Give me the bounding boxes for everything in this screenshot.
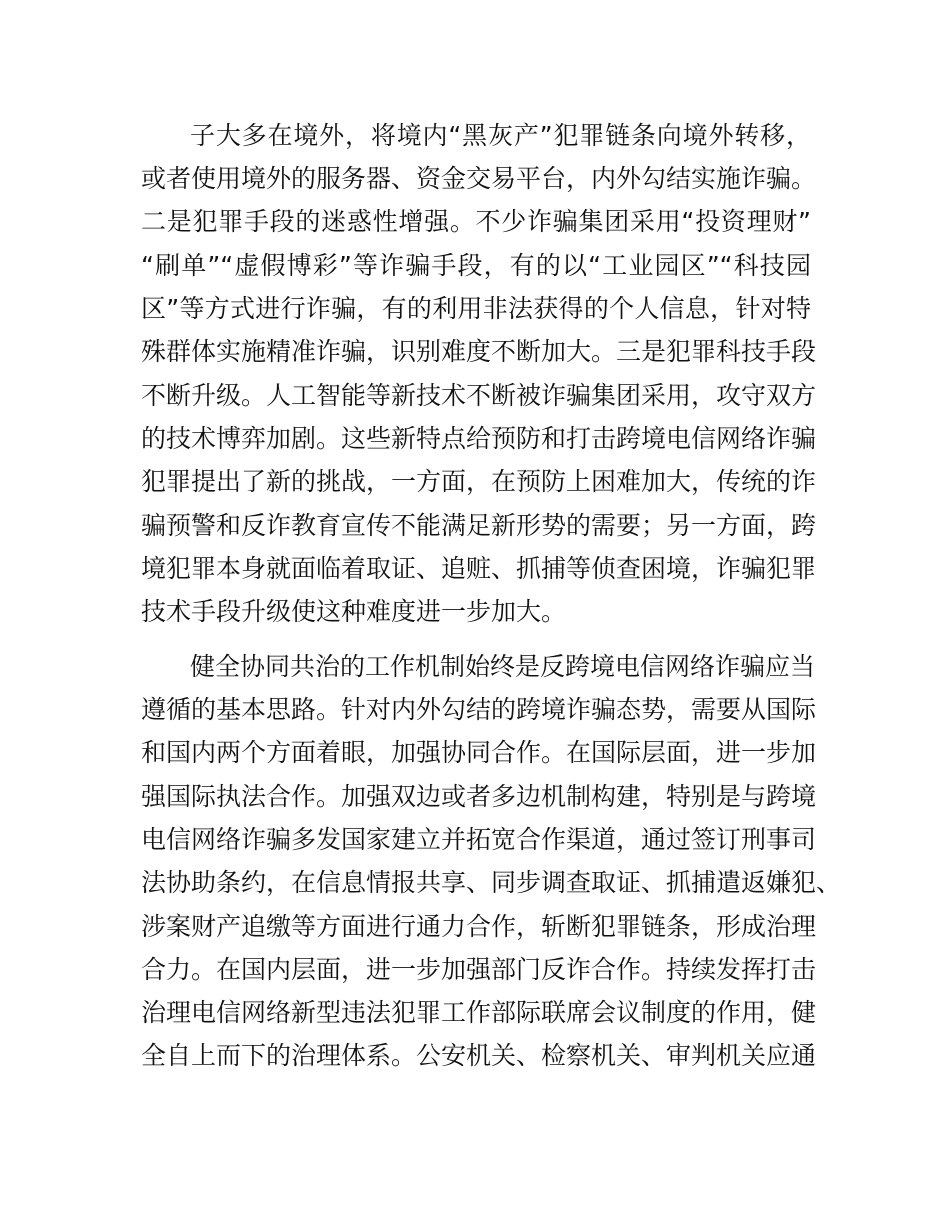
text-line: 电信网络诈骗多发国家建立并拓宽合作渠道，通过签订刑事司 — [141, 825, 817, 854]
text-line: 子大多在境外，将境内“黑灰产”犯罪链条向境外转移， — [190, 121, 811, 150]
text-line: 技术手段升级使这种难度进一步加大。 — [141, 597, 567, 626]
text-line: 遵循的基本思路。针对内外勾结的跨境诈骗态势，需要从国际 — [141, 695, 817, 724]
text-line: 不断升级。人工智能等新技术不断被诈骗集团采用，攻守双方 — [141, 381, 817, 410]
text-line: 全自上而下的治理体系。公安机关、检察机关、审判机关应通 — [141, 1041, 817, 1070]
text-line: 境犯罪本身就面临着取证、追赃、抓捕等侦查困境，诈骗犯罪 — [141, 554, 817, 583]
text-line: 法协助条约，在信息情报共享、同步调查取证、抓捕遣返嫌犯、 — [141, 868, 842, 897]
text-line: 殊群体实施精准诈骗，识别难度不断加大。三是犯罪科技手段 — [141, 337, 817, 366]
text-line: 犯罪提出了新的挑战，一方面，在预防上困难加大，传统的诈 — [141, 467, 817, 496]
text-line: 骗预警和反诈教育宣传不能满足新形势的需要；另一方面，跨 — [141, 511, 817, 540]
text-line: 涉案财产追缴等方面进行通力合作，斩断犯罪链条，形成治理 — [141, 912, 817, 941]
text-line: “刷单”“虚假博彩”等诈骗手段，有的以“工业园区”“科技园 — [141, 251, 811, 280]
text-line: 或者使用境外的服务器、资金交易平台，内外勾结实施诈骗。 — [141, 164, 817, 193]
text-line: 治理电信网络新型违法犯罪工作部际联席会议制度的作用，健 — [141, 998, 817, 1027]
text-line: 和国内两个方面着眼，加强协同合作。在国际层面，进一步加 — [141, 738, 817, 767]
text-line: 强国际执法合作。加强双边或者多边机制构建，特别是与跨境 — [141, 782, 817, 811]
text-line: 的技术博弈加剧。这些新特点给预防和打击跨境电信网络诈骗 — [141, 424, 817, 453]
text-line: 健全协同共治的工作机制始终是反跨境电信网络诈骗应当 — [190, 652, 816, 681]
text-line: 区”等方式进行诈骗，有的利用非法获得的个人信息，针对特 — [141, 294, 811, 323]
text-line: 合力。在国内层面，进一步加强部门反诈合作。持续发挥打击 — [141, 955, 817, 984]
text-line: 二是犯罪手段的迷惑性增强。不少诈骗集团采用“投资理财” — [141, 207, 811, 236]
